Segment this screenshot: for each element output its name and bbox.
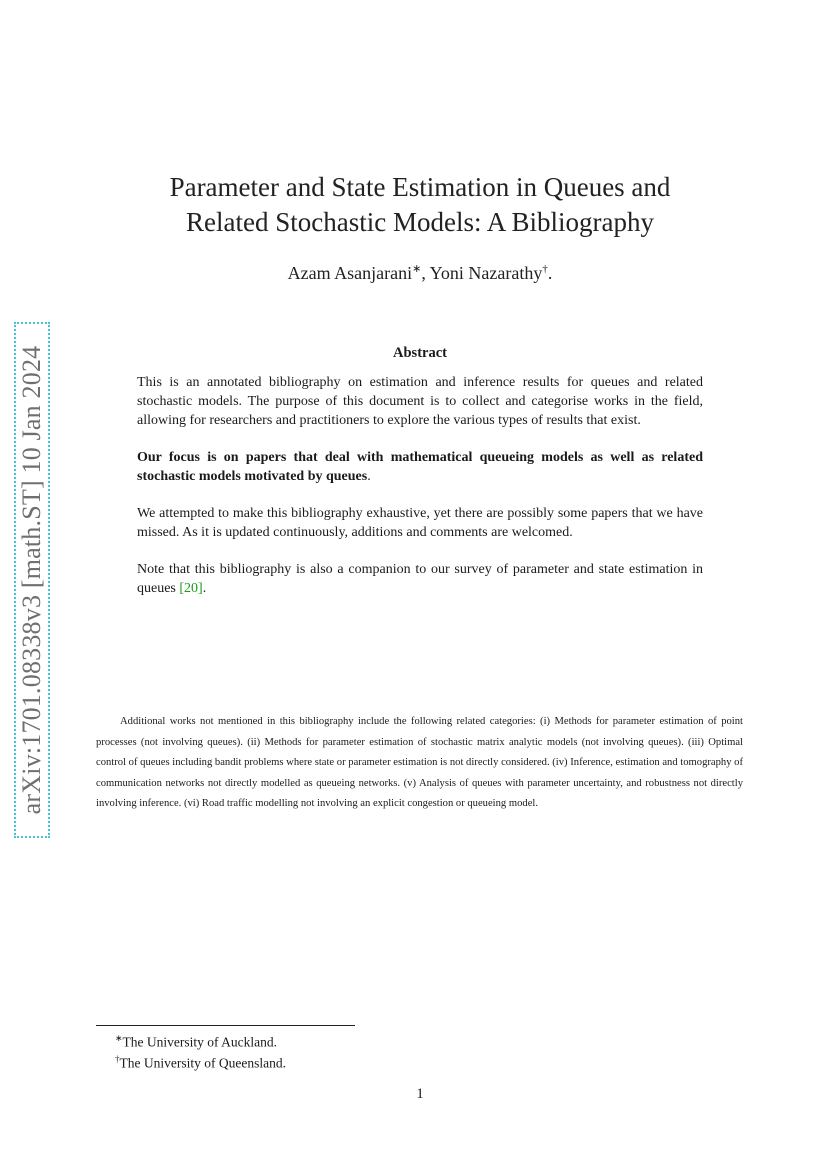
footnote-mark-2[interactable]: † bbox=[542, 263, 548, 275]
abstract-p4-text: Note that this bibliography is also a companion to our survey of parameter and state estimation in queues bbox=[137, 562, 703, 596]
author-end: . bbox=[547, 263, 553, 283]
abstract-heading: Abstract bbox=[393, 345, 447, 361]
title-line-2: Related Stochastic Models: A Bibliography bbox=[186, 207, 654, 237]
arxiv-stamp bbox=[14, 322, 50, 838]
abstract-paragraph-2 bbox=[137, 448, 703, 486]
footnote-2-text: The University of Queensland. bbox=[119, 1055, 286, 1070]
arxiv-identifier: arXiv:1701.08338v3 [math.ST] 10 Jan 2024 bbox=[17, 345, 46, 815]
footnotes bbox=[115, 1030, 286, 1071]
footnote-1-mark: ∗ bbox=[115, 1033, 123, 1043]
abstract-focus-text: Our focus is on papers that deal with mathematical queueing models as well as related stochastic models motivated by queues bbox=[137, 450, 703, 484]
footnote-rule bbox=[96, 1025, 355, 1026]
abstract-paragraph-1: This is an annotated bibliography on estimation and inference results for queues and related stochastic models. The purpose of this document is to collect and categorise works in the field, allowing for researchers and practitioners to explore the various types of results that exist. bbox=[137, 375, 703, 428]
additional-works-note: Additional works not mentioned in this bibliography include the following related categories: (i) Methods for parameter estimation of point processes (not involving queues). (ii) Methods for parameter estimation of stochastic matrix analytic models (not involving queues). (iii) Optimal control of queues including bandit problems where state or parameter estimation is not directly considered. (iv) Inference, estimation and tomography of communication networks not directly modelled as queueing networks. (v) Analysis of queues with parameter uncertainty, and robustness not directly involving inference. (vi) Road traffic modelling not involving an explicit congestion or queueing model. bbox=[96, 716, 743, 810]
author-1: Azam Asanjarani bbox=[287, 263, 413, 283]
author-list bbox=[100, 262, 740, 284]
footnote-1 bbox=[115, 1030, 286, 1051]
abstract-focus-end: . bbox=[367, 469, 371, 484]
title-line-1: Parameter and State Estimation in Queues and bbox=[169, 172, 671, 202]
paper-title bbox=[100, 170, 740, 240]
footnote-1-text: The University of Auckland. bbox=[122, 1034, 278, 1050]
abstract-paragraph-3: We attempted to make this bibliography exhaustive, yet there are possibly some papers that we have missed. As it is updated continuously, additions and comments are welcomed. bbox=[137, 506, 703, 540]
abstract-body bbox=[137, 373, 703, 616]
footnote-2 bbox=[115, 1051, 286, 1072]
page-number: 1 bbox=[416, 1086, 424, 1102]
citation-link[interactable]: [20] bbox=[179, 581, 203, 596]
footnote-2-mark: † bbox=[115, 1053, 120, 1064]
author-separator: , bbox=[421, 263, 430, 283]
author-2: Yoni Nazarathy bbox=[429, 263, 543, 283]
abstract-p4-end: . bbox=[202, 581, 207, 596]
footnote-mark-1[interactable]: ∗ bbox=[412, 263, 422, 275]
abstract-paragraph-4 bbox=[137, 560, 703, 598]
